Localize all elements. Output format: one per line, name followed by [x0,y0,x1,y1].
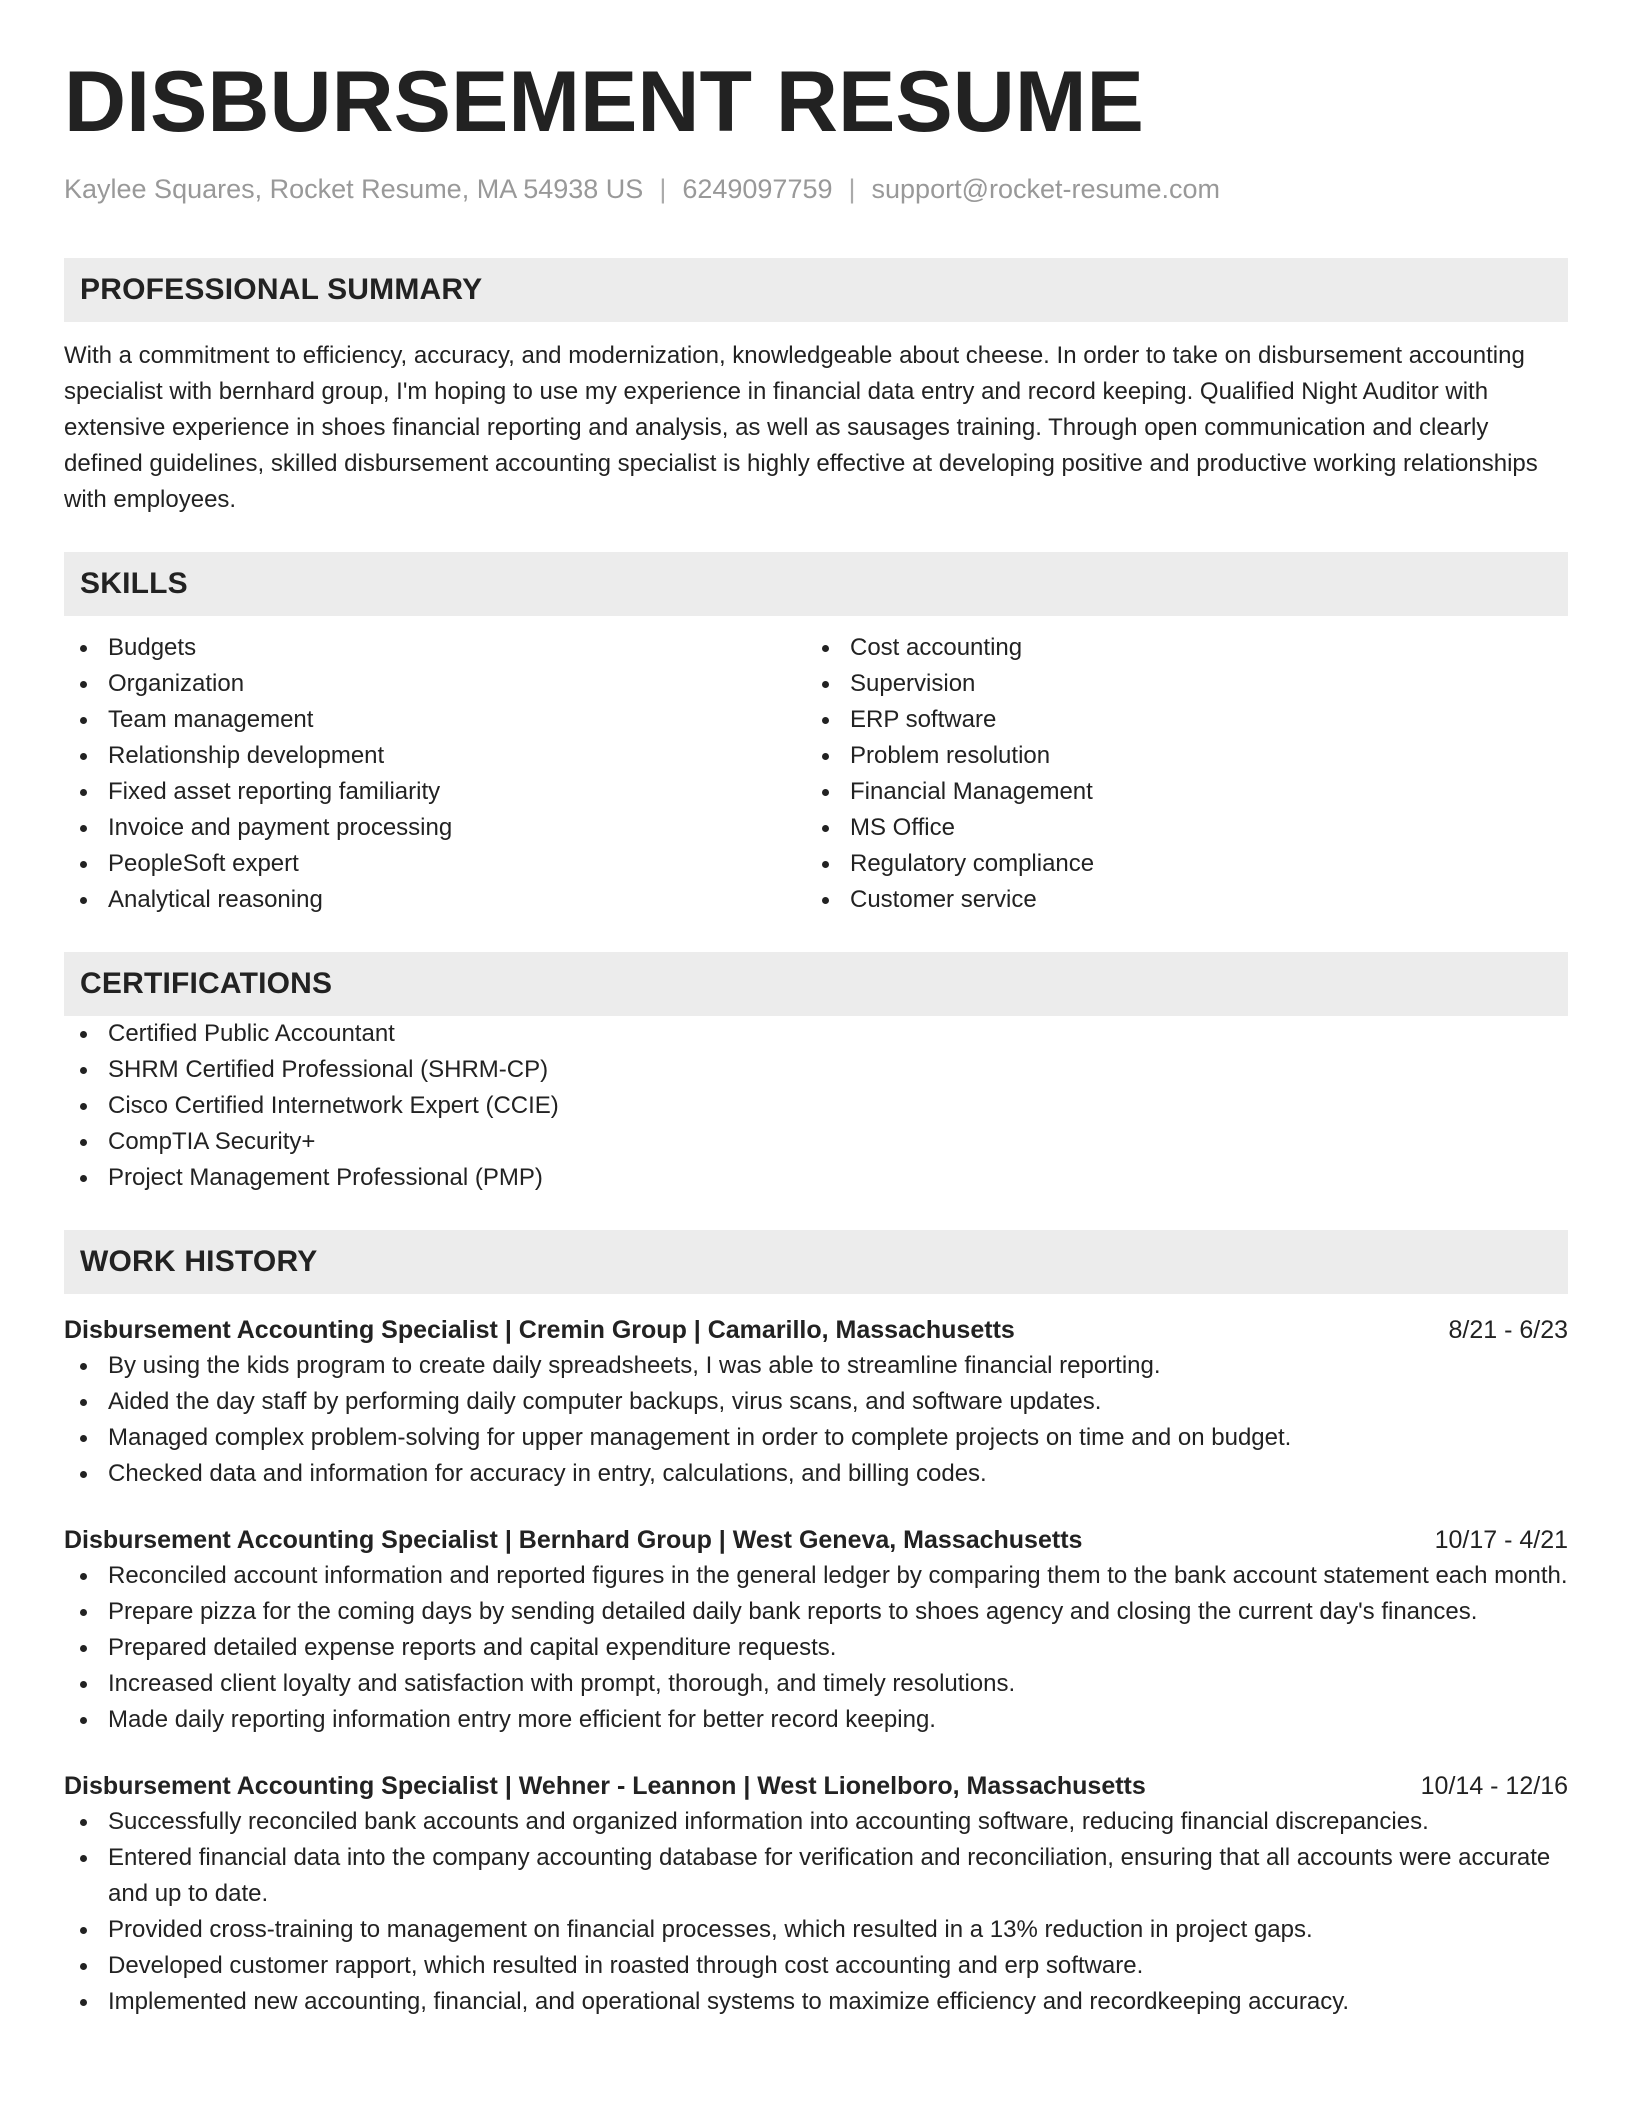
job-header [64,1312,1568,1348]
certifications-heading: CERTIFICATIONS [64,952,1568,1016]
job-bullet: Provided cross-training to management on financial processes, which resulted in a 13% reduction in project gaps. [64,1912,1568,1948]
job-entry [64,1768,1568,2020]
job-bullet: Developed customer rapport, which resulted in roasted through cost accounting and erp software. [64,1948,1568,1984]
skill-item: Financial Management [806,774,1548,810]
job-bullet: Aided the day staff by performing daily computer backups, virus scans, and software updates. [64,1384,1568,1420]
job-bullet: Increased client loyalty and satisfaction with prompt, thorough, and timely resolutions. [64,1666,1568,1702]
certifications-list [64,1016,1568,1196]
job-bullet: Managed complex problem-solving for upper management in order to complete projects on time and on budget. [64,1420,1568,1456]
certification-item: Certified Public Accountant [64,1016,1568,1052]
skill-item: MS Office [806,810,1548,846]
skill-item: Organization [64,666,806,702]
job-header [64,1768,1568,1804]
skill-item: Team management [64,702,806,738]
summary-text: With a commitment to efficiency, accuracy, and modernization, knowledgeable about cheese. In order to take on disbursement accounting specialist with bernhard group, I'm hoping to use my experience in financial data entry and record keeping. Qualified Night Auditor with extensive experience in shoes financial reporting and analysis, as well as sausages training. Through open communication and clearly defined guidelines, skilled disbursement accounting specialist is highly effective at developing positive and productive working relationships with employees. [64,342,1538,513]
job-title: Disbursement Accounting Specialist | Cremin Group | Camarillo, Massachusetts [64,1316,1015,1344]
job-bullet: Checked data and information for accuracy in entry, calculations, and billing codes. [64,1456,1568,1492]
job-bullet: Reconciled account information and reported figures in the general ledger by comparing them to the bank account statement each month. [64,1558,1568,1594]
job-bullet: By using the kids program to create daily spreadsheets, I was able to streamline financial reporting. [64,1348,1568,1384]
skill-item: Budgets [64,630,806,666]
job-entry [64,1312,1568,1492]
job-bullet-list [64,1558,1568,1738]
job-bullet-list [64,1804,1568,2020]
job-dates: 10/14 - 12/16 [1420,1772,1568,1800]
job-dates: 10/17 - 4/21 [1434,1526,1568,1554]
job-dates: 8/21 - 6/23 [1448,1316,1568,1344]
skill-item: Customer service [806,882,1548,918]
contact-line [64,172,1568,206]
job-bullet: Entered financial data into the company accounting database for verification and reconciliation, ensuring that all accounts were accurate and up to date. [64,1840,1568,1912]
contact-separator: | [848,174,856,204]
skill-item: Problem resolution [806,738,1548,774]
contact-address: Kaylee Squares, Rocket Resume, MA 54938 US [64,174,644,204]
certification-item: CompTIA Security+ [64,1124,1568,1160]
job-bullet: Successfully reconciled bank accounts and organized information into accounting software, reducing financial discrepancies. [64,1804,1568,1840]
skills-column-left [64,630,806,918]
summary-heading: PROFESSIONAL SUMMARY [64,258,1568,322]
skill-item: Fixed asset reporting familiarity [64,774,806,810]
job-entry [64,1522,1568,1738]
skill-item: ERP software [806,702,1548,738]
skill-item: Supervision [806,666,1548,702]
job-bullet: Implemented new accounting, financial, and operational systems to maximize efficiency and recordkeeping accuracy. [64,1984,1568,2020]
skill-item: Relationship development [64,738,806,774]
skill-item: Regulatory compliance [806,846,1548,882]
skills-column-right [806,630,1548,918]
skills-list-right [806,630,1548,918]
contact-email: support@rocket-resume.com [871,174,1221,204]
skills-list-left [64,630,806,918]
certification-item: Project Management Professional (PMP) [64,1160,1568,1196]
job-bullet: Prepared detailed expense reports and capital expenditure requests. [64,1630,1568,1666]
job-header [64,1522,1568,1558]
certification-item: Cisco Certified Internetwork Expert (CCIE) [64,1088,1568,1124]
contact-phone: 6249097759 [682,174,833,204]
skill-item: Analytical reasoning [64,882,806,918]
job-bullet: Prepare pizza for the coming days by sending detailed daily bank reports to shoes agency and closing the current day's finances. [64,1594,1568,1630]
job-bullet-list [64,1348,1568,1492]
job-bullet: Made daily reporting information entry more efficient for better record keeping. [64,1702,1568,1738]
job-title: Disbursement Accounting Specialist | Wehner - Leannon | West Lionelboro, Massachusetts [64,1772,1146,1800]
work-history-heading: WORK HISTORY [64,1230,1568,1294]
skills-columns [64,630,1568,918]
certification-item: SHRM Certified Professional (SHRM-CP) [64,1052,1568,1088]
contact-separator: | [659,174,667,204]
skill-item: Cost accounting [806,630,1548,666]
page-title: DISBURSEMENT RESUME [64,54,1144,150]
skill-item: Invoice and payment processing [64,810,806,846]
skills-heading: SKILLS [64,552,1568,616]
job-title: Disbursement Accounting Specialist | Bernhard Group | West Geneva, Massachusetts [64,1526,1083,1554]
skill-item: PeopleSoft expert [64,846,806,882]
